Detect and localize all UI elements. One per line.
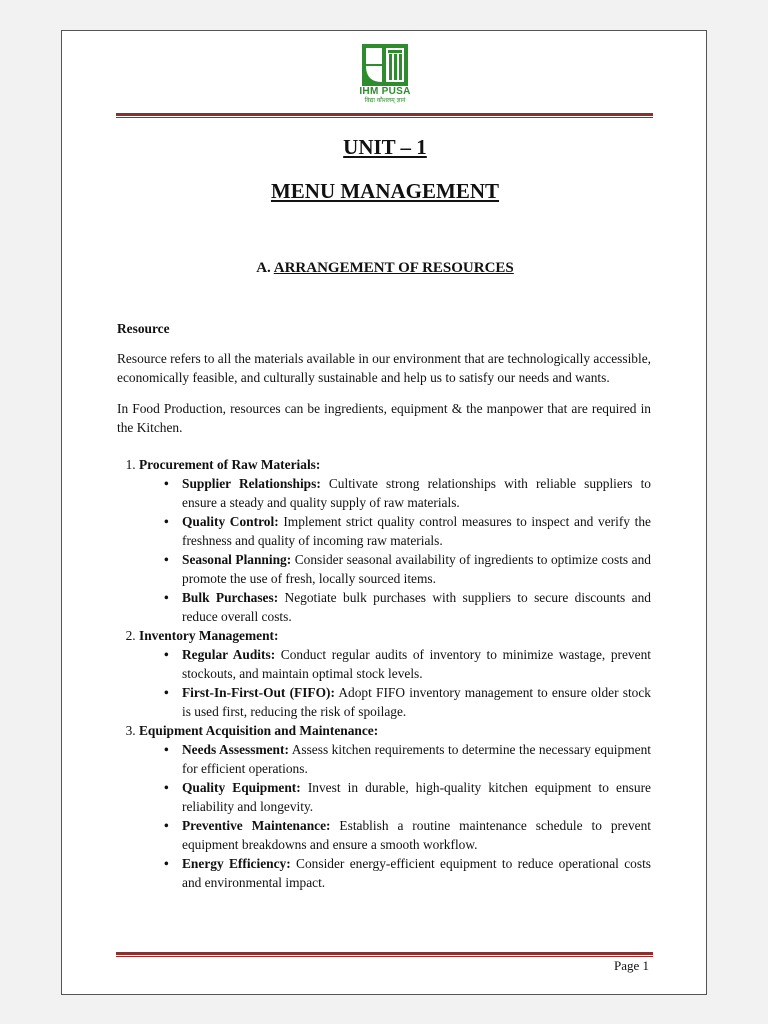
logo-tagline: विद्या कौशलम् ज्ञानं bbox=[364, 97, 406, 104]
footer-rule bbox=[116, 952, 653, 957]
paragraph: Resource refers to all the materials available in our environment that are technologically accessible, economically feasible, and culturally sustainable and help us to satisfy our needs and wants. bbox=[117, 351, 651, 385]
list-item-title: Inventory Management: bbox=[139, 628, 279, 643]
sub-list bbox=[139, 740, 651, 892]
sub-list-item: • First-In-First-Out (FIFO): Adopt FIFO inventory management to ensure older stock is used first, reducing the risk of spoilage. bbox=[182, 683, 651, 721]
section-prefix: A. bbox=[256, 260, 271, 276]
sub-list-item: • Quality Control: Implement strict quality control measures to inspect and verify the freshness and quality of incoming raw materials. bbox=[182, 512, 651, 550]
sub-list bbox=[139, 474, 651, 626]
header-rule bbox=[116, 113, 653, 118]
logo-name: IHM PUSA bbox=[359, 86, 411, 97]
logo-emblem-icon bbox=[362, 44, 408, 86]
sub-list-item: • Supplier Relationships: Cultivate strong relationships with reliable suppliers to ensure a steady and quality supply of raw materials. bbox=[182, 474, 651, 512]
resource-list bbox=[117, 455, 651, 892]
list-item bbox=[139, 455, 651, 626]
sub-list-item: • Bulk Purchases: Negotiate bulk purchases with suppliers to secure discounts and reduce overall costs. bbox=[182, 588, 651, 626]
paragraph: In Food Production, resources can be ingredients, equipment & the manpower that are required in the Kitchen. bbox=[117, 401, 651, 435]
ihm-pusa-logo bbox=[349, 44, 421, 110]
document-body bbox=[117, 319, 651, 892]
list-item-title: Procurement of Raw Materials: bbox=[139, 457, 321, 472]
sub-list-item: • Needs Assessment: Assess kitchen requirements to determine the necessary equipment for efficient operations. bbox=[182, 740, 651, 778]
document-page bbox=[61, 30, 707, 995]
section-title-text: ARRANGEMENT OF RESOURCES bbox=[273, 260, 514, 276]
list-item bbox=[139, 626, 651, 721]
sub-list-item: • Preventive Maintenance: Establish a routine maintenance schedule to prevent equipment breakdowns and ensure a smooth workflow. bbox=[182, 816, 651, 854]
sub-list-item: • Energy Efficiency: Consider energy-efficient equipment to reduce operational costs and environmental impact. bbox=[182, 854, 651, 892]
sub-list-item: • Seasonal Planning: Consider seasonal availability of ingredients to optimize costs and promote the use of fresh, locally sourced items. bbox=[182, 550, 651, 588]
section-title bbox=[62, 260, 708, 277]
resource-heading: Resource bbox=[117, 321, 170, 336]
sub-list bbox=[139, 645, 651, 721]
sub-list-item: • Regular Audits: Conduct regular audits of inventory to minimize wastage, prevent stockouts, and maintain optimal stock levels. bbox=[182, 645, 651, 683]
list-item bbox=[139, 721, 651, 892]
list-item-title: Equipment Acquisition and Maintenance: bbox=[139, 723, 379, 738]
unit-title: UNIT – 1 bbox=[343, 135, 427, 159]
sub-list-item: • Quality Equipment: Invest in durable, high-quality kitchen equipment to ensure reliability and longevity. bbox=[182, 778, 651, 816]
page-number: Page 1 bbox=[613, 958, 649, 973]
menu-title: MENU MANAGEMENT bbox=[270, 179, 500, 203]
